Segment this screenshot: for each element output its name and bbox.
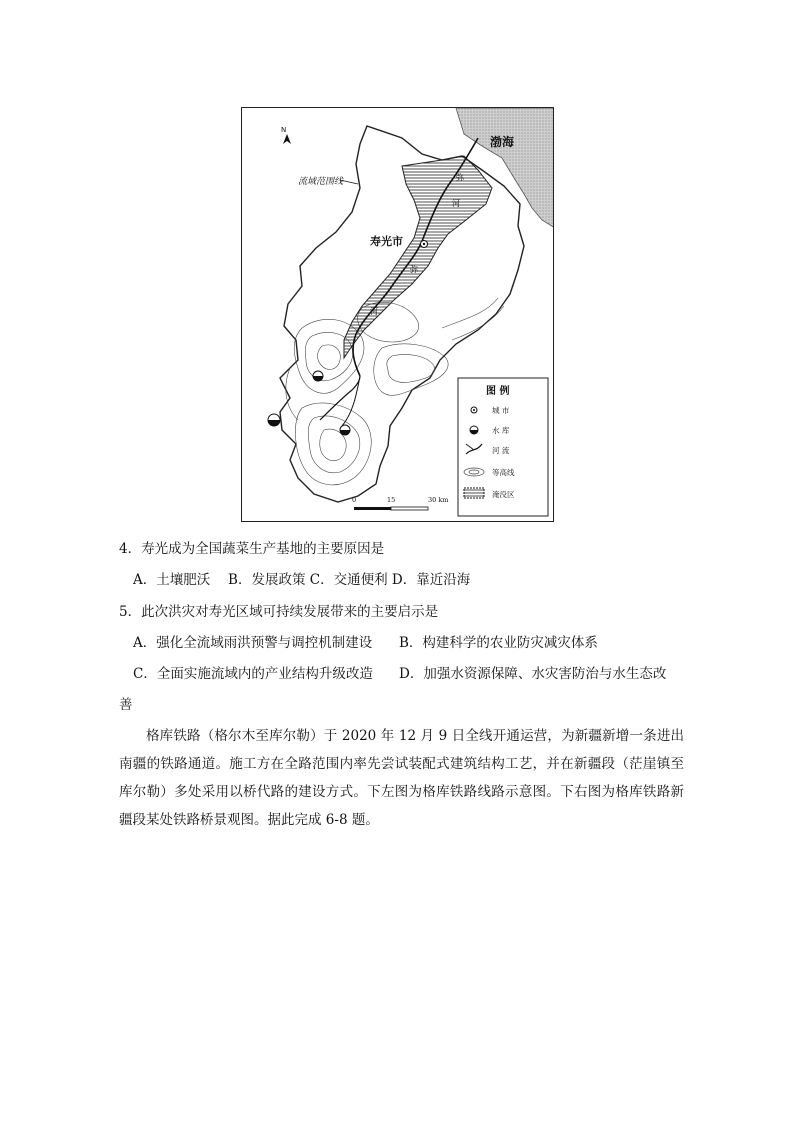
question-5-stem: 5．此次洪灾对寿光区域可持续发展带来的主要启示是 bbox=[119, 604, 439, 620]
watershed-map bbox=[241, 107, 554, 522]
scale-tick-0: 0 bbox=[352, 496, 357, 504]
question-5-option-b: B．构建科学的农业防灾减灾体系 bbox=[399, 635, 598, 651]
map-svg bbox=[242, 108, 554, 522]
legend-reservoir-label: 水 库 bbox=[492, 426, 510, 435]
river-char-4: 河 bbox=[370, 307, 378, 316]
reservoir-icon bbox=[313, 371, 323, 381]
city-icon bbox=[421, 241, 428, 248]
scale-tick-30: 30 km bbox=[428, 496, 449, 504]
scale-bar bbox=[352, 496, 448, 510]
map-legend bbox=[458, 378, 548, 516]
legend-flood-area-icon bbox=[464, 488, 484, 498]
reservoir-icon bbox=[268, 414, 280, 426]
question-5-option-d: D．加强水资源保障、水灾害防治与水生态改 bbox=[399, 666, 667, 682]
river-char-1: 弥 bbox=[456, 173, 464, 182]
question-5-option-c: C．全面实施流域内的产业结构升级改造 bbox=[133, 666, 373, 682]
legend-city-icon bbox=[471, 407, 477, 413]
legend-contour-label: 等高线 bbox=[492, 468, 515, 477]
north-arrow-icon bbox=[281, 126, 291, 144]
river-char-2: 河 bbox=[452, 199, 460, 208]
north-label: N bbox=[281, 126, 287, 134]
legend-title: 图 例 bbox=[486, 386, 510, 397]
basin-boundary-label: 流域范围线 bbox=[298, 177, 344, 187]
sea-label: 渤海 bbox=[490, 135, 515, 149]
legend-reservoir-icon bbox=[470, 426, 478, 434]
river-char-3: 弥 bbox=[410, 265, 418, 274]
scale-tick-15: 15 bbox=[387, 496, 396, 504]
passage-text: 格库铁路（格尔木至库尔勒）于 2020 年 12 月 9 日全线开通运营，为新疆新增一条进出南疆的铁路通道。施工方在全路范围内率先尝试装配式建筑结构工艺，并在新疆段（茫崖镇至库尔勒）多处采用以桥代路的建设方式。下左图为格库铁路线路示意图。下右图为格库铁路新疆段某处铁路桥景观图。据此完成 6-8 题。 bbox=[119, 728, 684, 828]
legend-flood-label: 淹没区 bbox=[492, 490, 515, 499]
city-label: 寿光市 bbox=[370, 235, 403, 248]
question-5-option-d-wrap: 善 bbox=[119, 697, 133, 713]
question-5-option-a: A．强化全流域雨洪预警与调控机制建设 bbox=[133, 635, 373, 651]
legend-river-label: 河 流 bbox=[492, 446, 510, 455]
question-4-options: A．土壤肥沃 B．发展政策 C．交通便利 D．靠近沿海 bbox=[133, 572, 471, 588]
passage-block bbox=[119, 722, 684, 834]
legend-city-label: 城 市 bbox=[492, 406, 510, 415]
question-4-stem: 4．寿光成为全国蔬菜生产基地的主要原因是 bbox=[119, 541, 385, 557]
reservoir-icon bbox=[340, 425, 350, 435]
